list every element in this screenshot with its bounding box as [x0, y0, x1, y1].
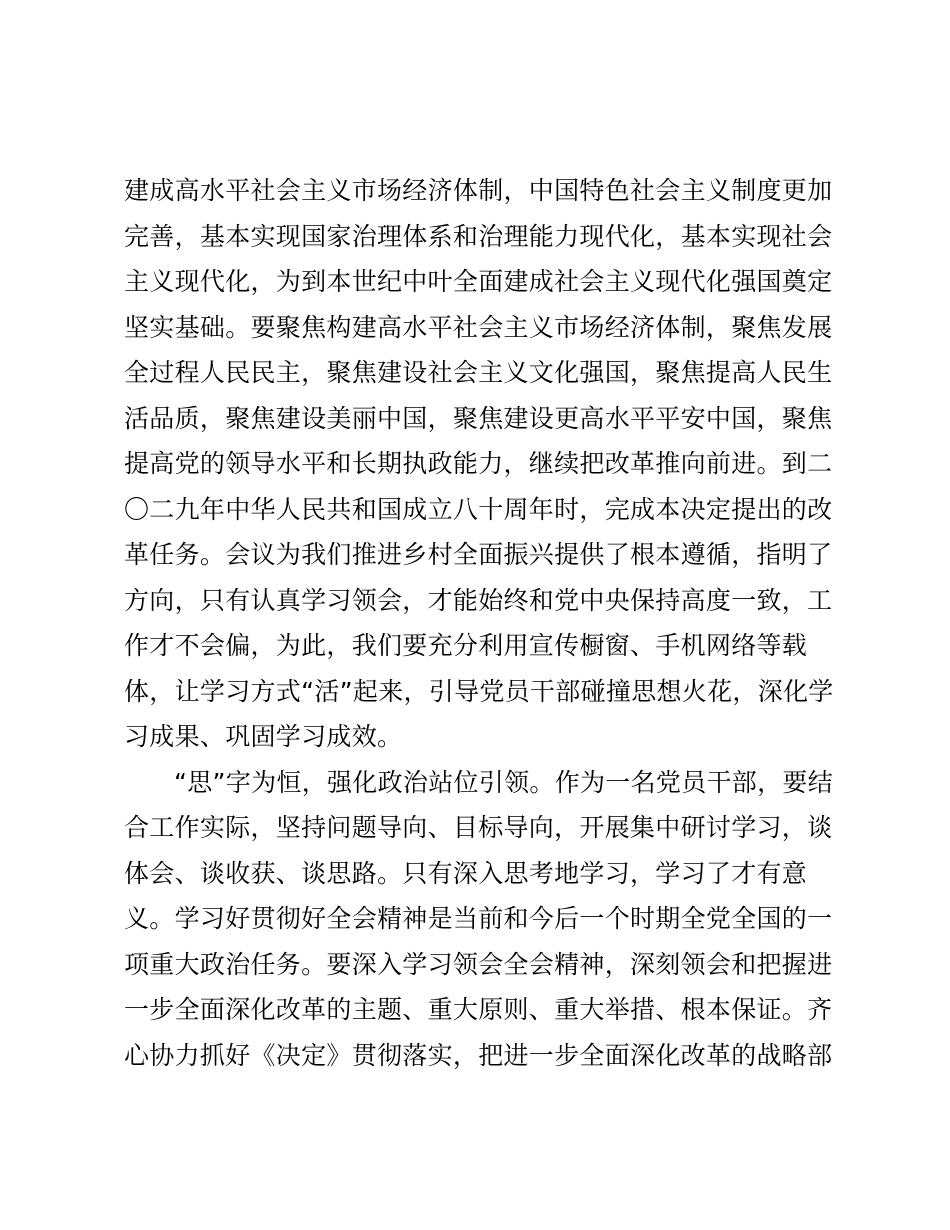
text-line: 活品质，聚焦建设美丽中国，聚焦建设更高水平平安中国，聚焦 [124, 403, 833, 433]
text-line: 〇二九年中华人民共和国成立八十周年时，完成本决定提出的改 [124, 494, 833, 524]
paragraph-2 [124, 760, 834, 1079]
text-line: 全过程人民民主，聚焦建设社会主义文化强国，聚焦提高人民生 [124, 358, 833, 387]
text-line: 革任务。会议为我们推进乡村全面振兴提供了根本遵循，指明了 [124, 540, 833, 569]
text-line: 作才不会偏，为此，我们要充分利用宣传橱窗、手机网络等载 [124, 631, 808, 660]
paragraph-1 [124, 168, 834, 760]
body-text [124, 168, 834, 1078]
text-line: 完善，基本实现国家治理体系和治理能力现代化，基本实现社会 [124, 221, 833, 251]
text-line: 习成果、巩固学习成效。 [124, 722, 403, 751]
text-line: “思”字为恒，强化政治站位引领。作为一名党员干部，要结 [174, 767, 834, 797]
text-line: 方向，只有认真学习领会，才能始终和党中央保持高度一致，工 [124, 585, 833, 615]
text-line: 主义现代化，为到本世纪中叶全面建成社会主义现代化强国奠定 [124, 267, 833, 296]
text-line: 义。学习好贯彻好全会精神是当前和今后一个时期全党全国的一 [124, 904, 833, 933]
text-line: 体，让学习方式“活”起来，引导党员干部碰撞思想火花，深化学 [124, 676, 834, 706]
text-line: 体会、谈收获、谈思路。只有深入思考地学习，学习了才有意 [124, 858, 808, 888]
text-line: 项重大政治任务。要深入学习领会全会精神，深刻领会和把握进 [124, 949, 833, 979]
text-line: 坚实基础。要聚焦构建高水平社会主义市场经济体制，聚焦发展 [124, 312, 833, 342]
text-line: 一步全面深化改革的主题、重大原则、重大举措、根本保证。齐 [124, 995, 833, 1024]
text-line: 建成高水平社会主义市场经济体制，中国特色社会主义制度更加 [124, 176, 833, 205]
text-line: 合工作实际，坚持问题导向、目标导向，开展集中研讨学习，谈 [124, 813, 833, 842]
text-line: 心协力抓好《决定》贯彻落实，把进一步全面深化改革的战略部 [124, 1040, 833, 1070]
text-line: 提高党的领导水平和长期执政能力，继续把改革推向前进。到二 [124, 449, 833, 478]
